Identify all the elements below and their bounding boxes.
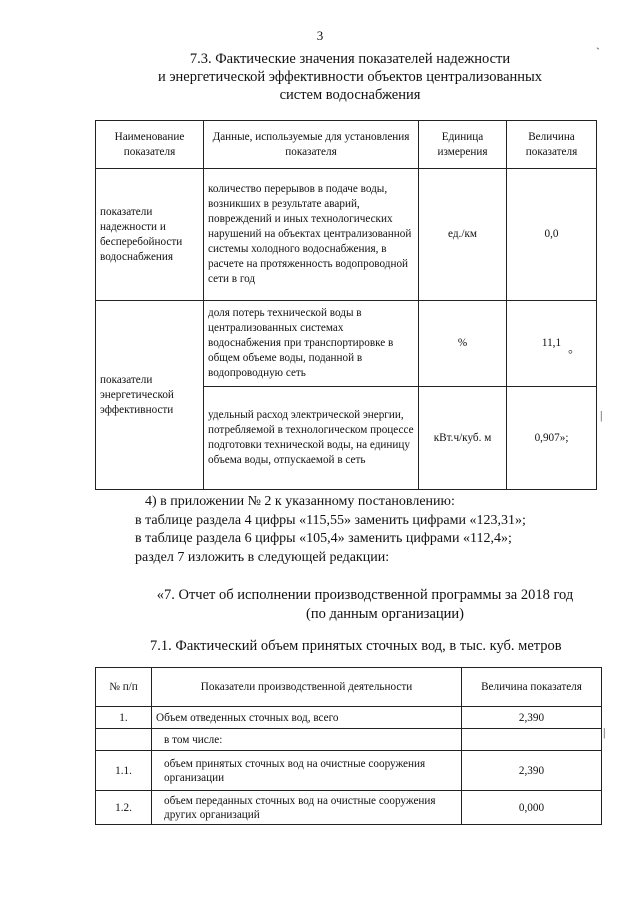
- indicator-name: показатели энергетической эффективности: [96, 301, 204, 490]
- indicator-unit: ед./км: [419, 169, 507, 301]
- row-indicator: Объем отведенных сточных вод, всего: [152, 707, 462, 729]
- row-value: [462, 729, 602, 751]
- heading-line: и энергетической эффективности объектов централизованных: [157, 69, 543, 85]
- row-number: 1.: [96, 707, 152, 729]
- heading-line: 7.3. Фактические значения показателей надежности: [189, 51, 511, 67]
- table-header-row: [96, 668, 602, 707]
- row-number: [96, 729, 152, 751]
- wastewater-table: [95, 667, 602, 825]
- indicator-unit: %: [419, 301, 507, 387]
- row-value: 0,000: [462, 791, 602, 825]
- page-number: 3: [316, 28, 324, 43]
- table-heading: 7.1. Фактический объем принятых сточных вод, в тыс. куб. метров: [150, 638, 562, 654]
- table-row: [96, 707, 602, 729]
- table-header-row: [96, 121, 597, 169]
- indicator-value: 0,0: [507, 169, 597, 301]
- indicator-description: удельный расход электрической энергии, потребляемой в технологическом процессе подготовки технической воды, на единицу объема воды, отпускаемой в сеть: [204, 387, 419, 490]
- row-number: 1.1.: [96, 751, 152, 791]
- amendment-line: раздел 7 изложить в следующей редакции:: [135, 549, 390, 565]
- header-indicator: Показатели производственной деятельности: [152, 668, 462, 707]
- report-title-line: «7. Отчет об исполнении производственной программы за 2018 год: [156, 587, 574, 603]
- header-data: Данные, используемые для установления показателя: [204, 121, 419, 169]
- table-row: [96, 751, 602, 791]
- amendment-line: 4) в приложении № 2 к указанному постановлению:: [145, 494, 455, 509]
- row-number: 1.2.: [96, 791, 152, 825]
- indicator-description: количество перерывов в подаче воды, возникших в результате аварий, повреждений и иных технологических нарушений на объектах централизованной системы холодного водоснабжения, в расчете на протяженность водопроводной сети в год: [204, 169, 419, 301]
- indicator-name: показатели надежности и бесперебойности водоснабжения: [96, 169, 204, 301]
- header-name: Наименование показателя: [96, 121, 204, 169]
- amendment-line: в таблице раздела 4 цифры «115,55» заменить цифрами «123,31»;: [135, 512, 526, 528]
- indicator-description: доля потерь технической воды в централизованных системах водоснабжения при транспортировке в общем объеме воды, поданной в водопроводную сеть: [204, 301, 419, 387]
- row-indicator: объем принятых сточных вод на очистные сооружения организации: [152, 751, 462, 791]
- amendments-paragraph: [135, 493, 526, 567]
- row-indicator: в том числе:: [152, 729, 462, 751]
- amendment-line: в таблице раздела 6 цифры «105,4» заменить цифрами «112,4»;: [135, 531, 512, 546]
- table-row: [96, 301, 597, 387]
- header-num: № п/п: [96, 668, 152, 707]
- report-title-line: (по данным организации): [305, 605, 464, 622]
- section-heading: [60, 50, 640, 104]
- table-row: [96, 729, 602, 751]
- scan-mark: ˏ: [596, 36, 600, 50]
- indicator-unit: кВт.ч/куб. м: [419, 387, 507, 490]
- row-value: 2,390: [462, 751, 602, 791]
- row-indicator: объем переданных сточных вод на очистные сооружения других организаций: [152, 791, 462, 825]
- header-unit: Единица измерения: [419, 121, 507, 169]
- header-value: Величина показателя: [507, 121, 597, 169]
- heading-line: систем водоснабжения: [279, 87, 421, 103]
- header-value: Величина показателя: [462, 668, 602, 707]
- table-row: [96, 791, 602, 825]
- table-row: [96, 169, 597, 301]
- report-title: [100, 586, 630, 623]
- scan-mark: °: [568, 347, 573, 361]
- indicator-value: 0,907»;: [507, 387, 597, 490]
- scan-mark: |: [600, 408, 603, 422]
- indicator-value: 11,1: [507, 301, 597, 387]
- reliability-table: [95, 120, 597, 490]
- scan-mark: |: [603, 725, 606, 739]
- row-value: 2,390: [462, 707, 602, 729]
